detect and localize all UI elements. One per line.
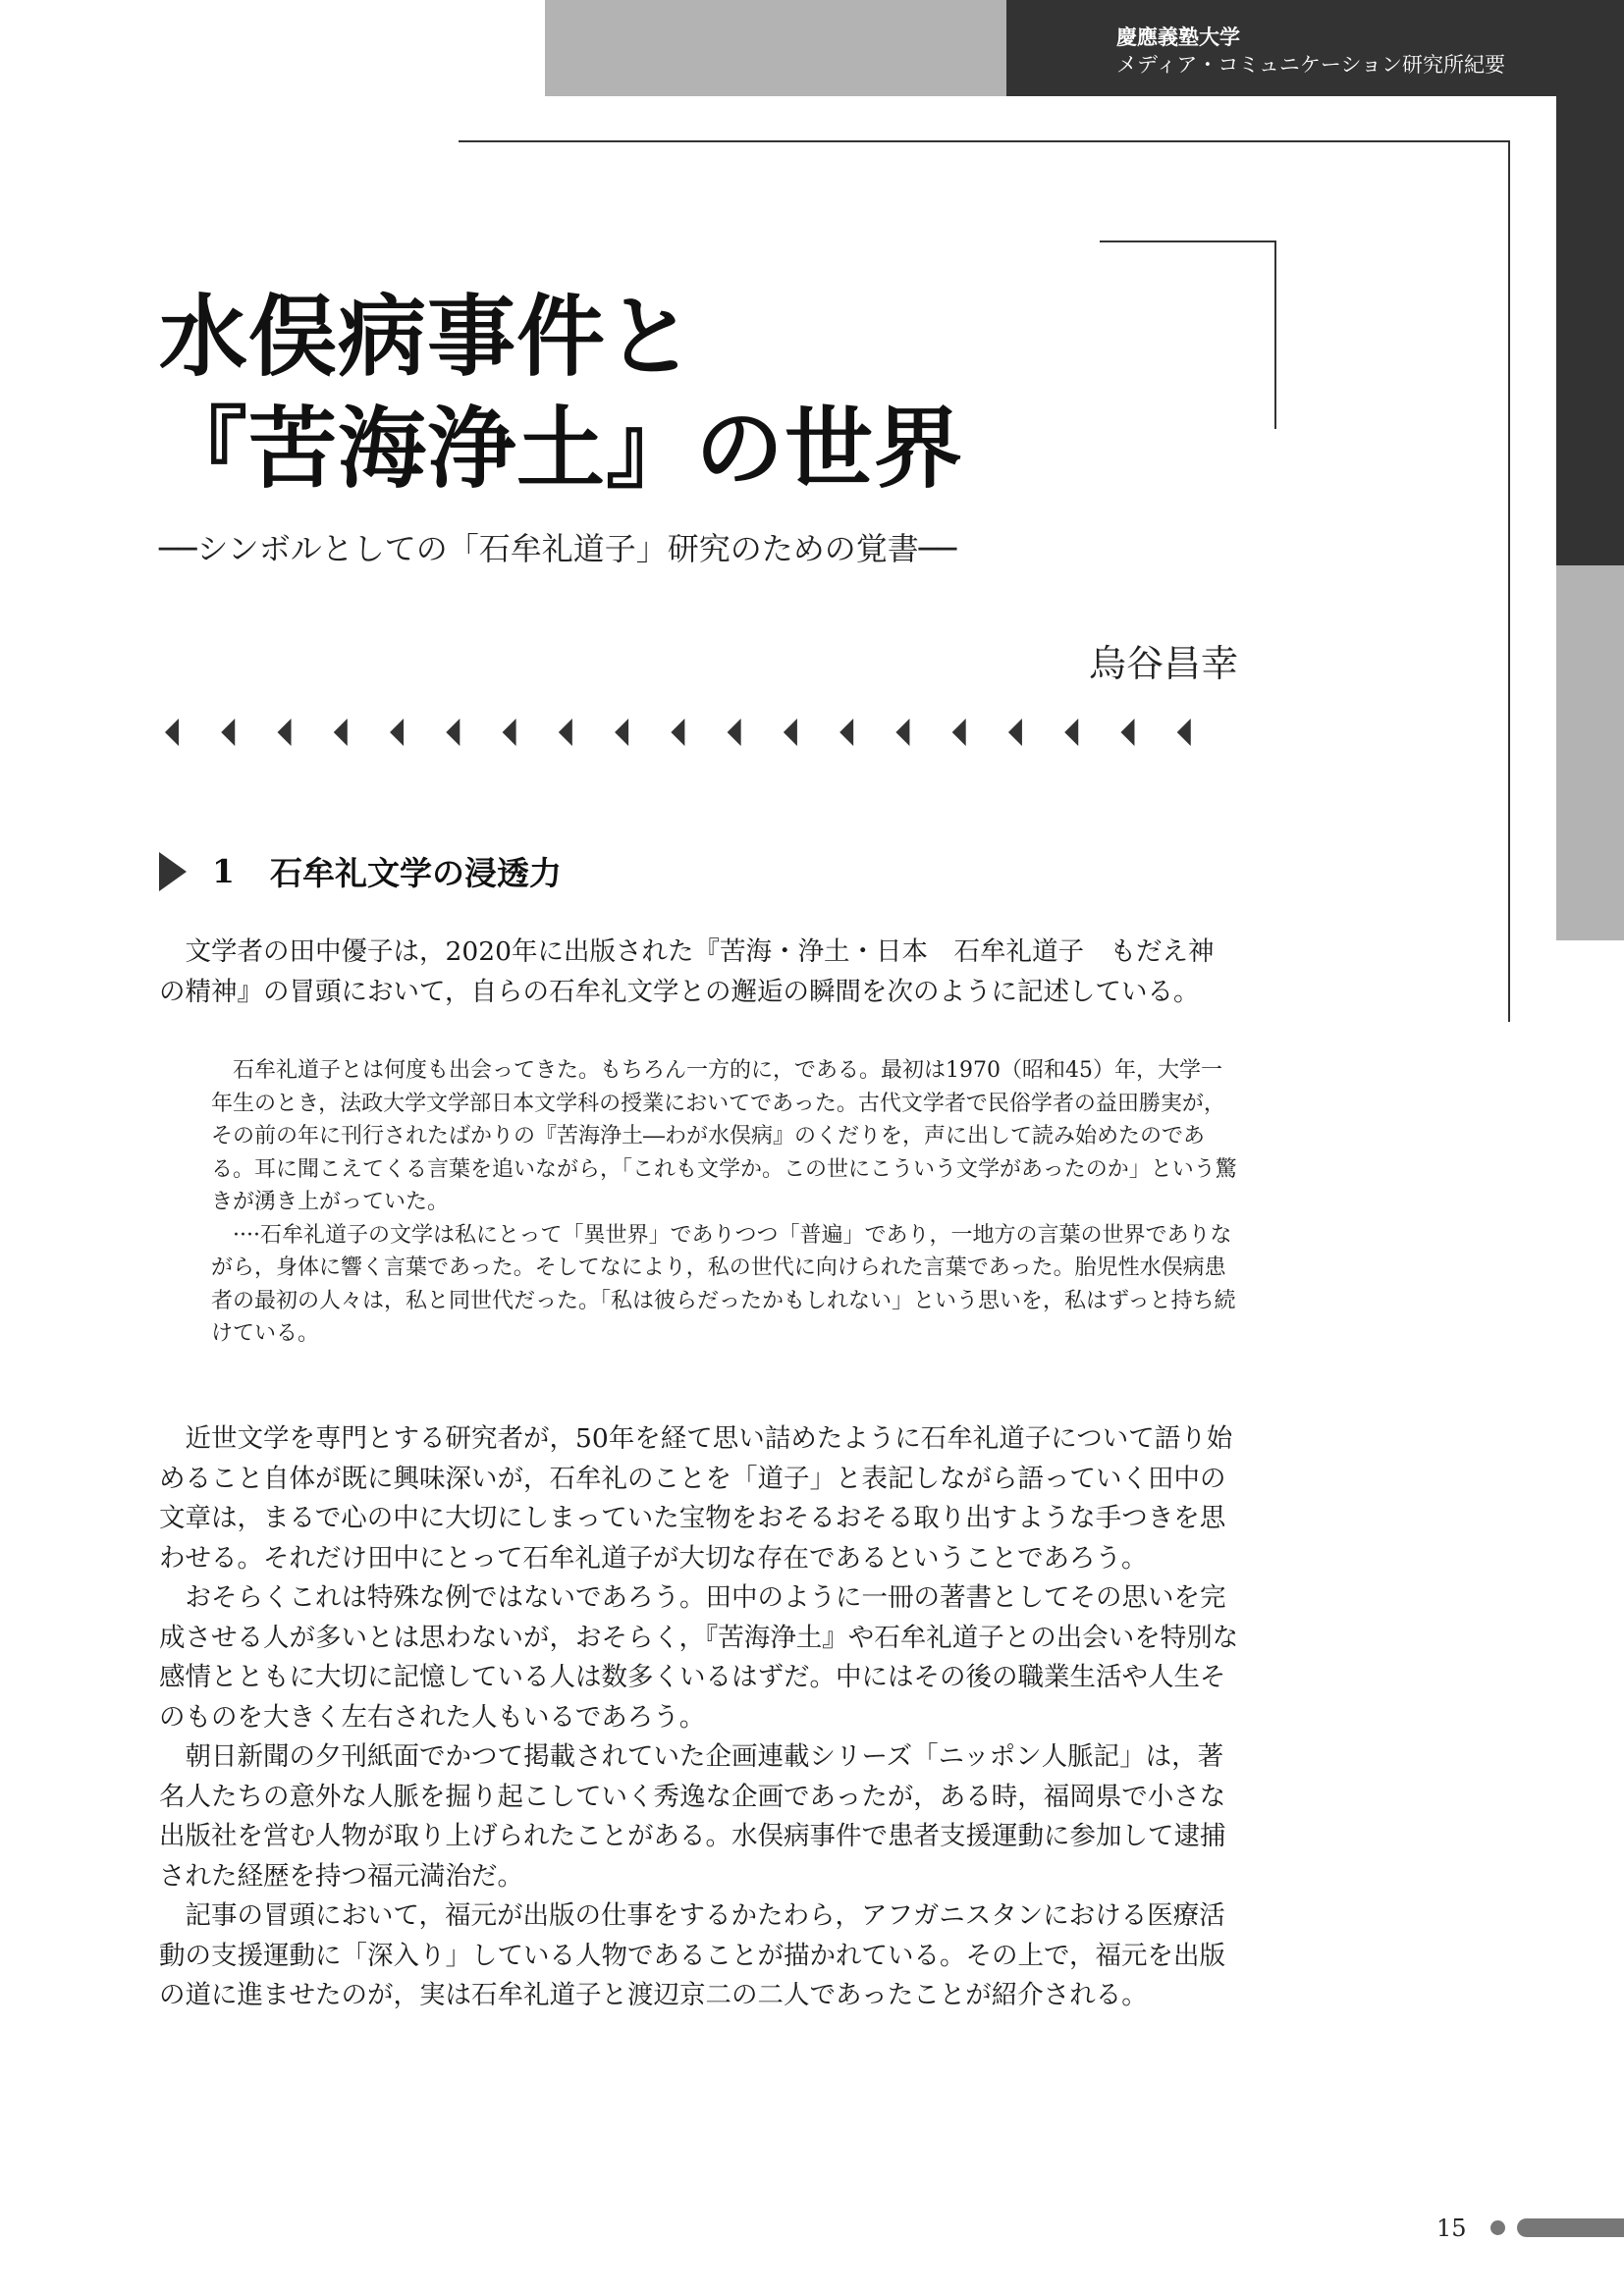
title-bracket-right: [1274, 240, 1276, 429]
intro-paragraph: 文学者の田中優子は，2020年に出版された『苦海・浄土・日本 石牟礼道子 もだえ神の精神』の冒頭において，自らの石牟礼文学との邂逅の瞬間を次のように記述している。: [159, 936, 1215, 1007]
arrow-left-icon: [334, 719, 348, 746]
header-university: 慶應義塾大学: [1116, 26, 1240, 49]
arrow-left-icon: [503, 719, 516, 746]
arrow-left-icon: [952, 719, 966, 746]
header-gray-band: [545, 0, 1006, 96]
page-number: 15: [1436, 2215, 1467, 2242]
arrow-left-icon: [1177, 719, 1191, 746]
arrow-left-icon: [165, 719, 179, 746]
arrow-left-icon: [784, 719, 797, 746]
main-text: [159, 1419, 1239, 2016]
block-quote: [211, 1054, 1242, 1351]
side-tab-gray: [1556, 565, 1624, 940]
section-triangle-icon: [159, 852, 187, 891]
title-line-2: 『苦海浄土』の世界: [159, 397, 963, 501]
section-number: 1: [212, 852, 235, 890]
quote-paragraph-2: ····石牟礼道子の文学は私にとって「異世界」でありつつ「普遍」であり，一地方の言葉の世界でありながら，身体に響く言葉であった。そしてなにより，私の世代に向けられた言葉であった。胎児性水俣病患者の最初の人々は，私と同世代だった。「私は彼らだったかもしれない」という思いを，私はずっと持ち続けている。: [211, 1222, 1236, 1346]
title-line-1: 水俣病事件と: [159, 285, 695, 389]
arrow-left-icon: [1064, 719, 1078, 746]
header-dark-band: [1006, 0, 1624, 96]
intro-text: [159, 933, 1239, 1012]
arrow-left-icon: [671, 719, 684, 746]
footer-bar: [1517, 2218, 1624, 2237]
arrow-left-icon: [390, 719, 404, 746]
arrow-left-icon: [559, 719, 572, 746]
quote-paragraph-1: 石牟礼道子とは何度も出会ってきた。もちろん一方的に，である。最初は1970（昭和45）年，大学一年生のとき，法政大学文学部日本文学科の授業においてであった。古代文学者で民俗学者の益田勝実が，その前の年に刊行されたばかりの『苦海浄土―わが水俣病』のくだりを，声に出して読み始めたのである。耳に聞こえてくる言葉を追いながら，「これも文学か。この世にこういう文学があったのか」という驚きが湧き上がっていた。: [211, 1058, 1237, 1214]
side-tab-dark: [1556, 96, 1624, 565]
author-name: 烏谷昌幸: [1088, 642, 1238, 685]
arrow-left-icon: [839, 719, 853, 746]
decorative-arrow-row: [159, 715, 1239, 750]
subtitle: ──シンボルとしての「石牟礼道子」研究のための覚書──: [159, 530, 957, 567]
arrow-left-icon: [1120, 719, 1134, 746]
arrow-left-icon: [221, 719, 235, 746]
title-bracket-top: [1100, 240, 1276, 242]
arrow-left-icon: [278, 719, 292, 746]
arrow-left-icon: [615, 719, 628, 746]
body-paragraph-3: 朝日新聞の夕刊紙面でかつて掲載されていた企画連載シリーズ「ニッポン人脈記」は，著名人たちの意外な人脈を掘り起こしていく秀逸な企画であったが，ある時，福岡県で小さな出版社を営む人物が取り上げられたことがある。水俣病事件で患者支援運動に参加して逮捕された経歴を持つ福元満治だ。: [159, 1741, 1226, 1892]
arrow-left-icon: [446, 719, 460, 746]
frame-right-rule: [1508, 140, 1510, 1022]
body-paragraph-1: 近世文学を専門とする研究者が，50年を経て思い詰めたように石牟礼道子について語り始めること自体が既に興味深いが，石牟礼のことを「道子」と表記しながら語っていく田中の文章は，まるで心の中に大切にしまっていた宝物をおそるおそる取り出すような手つきを思わせる。それだけ田中にとって石牟礼道子が大切な存在であるということであろう。: [159, 1423, 1233, 1574]
section-heading: [159, 848, 562, 894]
arrow-left-icon: [895, 719, 909, 746]
header-journal: メディア・コミュニケーション研究所紀要: [1116, 53, 1506, 77]
frame-top-rule: [459, 140, 1510, 142]
arrow-left-icon: [1008, 719, 1022, 746]
arrow-left-icon: [728, 719, 741, 746]
footer-dot: [1490, 2220, 1505, 2235]
body-paragraph-2: おそらくこれは特殊な例ではないであろう。田中のように一冊の著書としてその思いを完成させる人が多いとは思わないが，おそらく，『苦海浄土』や石牟礼道子との出会いを特別な感情とともに大切に記憶している人は数多くいるはずだ。中にはその後の職業生活や人生そのものを大きく左右された人もいるであろう。: [159, 1582, 1239, 1733]
section-title: 石牟礼文学の浸透力: [269, 854, 562, 892]
body-paragraph-4: 記事の冒頭において，福元が出版の仕事をするかたわら，アフガニスタンにおける医療活動の支援運動に「深入り」している人物であることが描かれている。その上で，福元を出版の道に進ませたのが，実は石牟礼道子と渡辺京二の二人であったことが紹介される。: [159, 1900, 1225, 2010]
